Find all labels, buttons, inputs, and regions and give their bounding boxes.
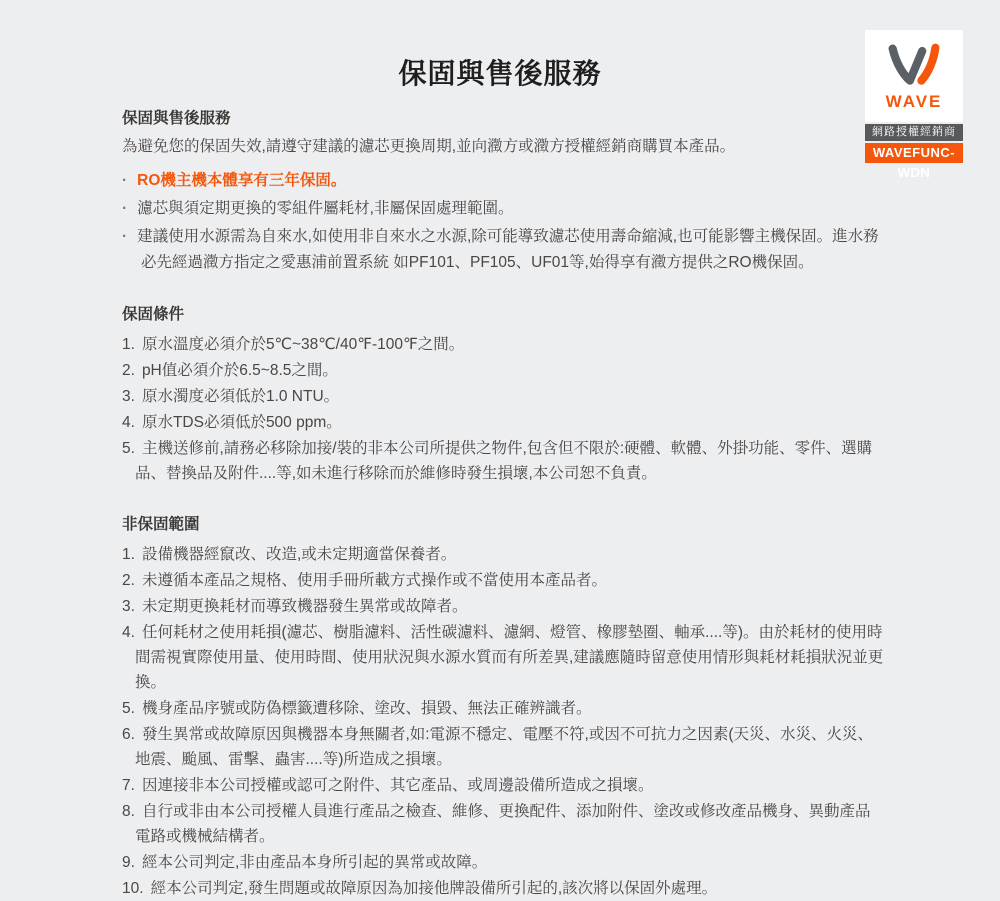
numbered-item (122, 332, 884, 357)
brand-logo-block (865, 30, 963, 180)
item-number: 1. (122, 336, 135, 353)
numbered-item (122, 722, 884, 772)
item-text: 機身產品序號或防偽標籤遭移除、塗改、損毀、無法正確辨識者。 (141, 700, 592, 717)
bullet-dot-icon: · (122, 172, 128, 189)
item-text: 因連接非本公司授權或認可之附件、其它產品、或周邊設備所造成之損壞。 (141, 777, 654, 794)
item-text: 經本公司判定,發生問題或故障原因為加接他牌設備所引起的,該次將以保固外處理。 (150, 880, 718, 897)
item-text: 主機送修前,請務必移除加接/裝的非本公司所提供之物件,包含但不限於:硬體、軟體、外掛功能、零件、選購品、替換品及附件....等,如未進行移除而於維修時發生損壞,本公司恕不負責。 (135, 440, 873, 482)
item-text: RO機主機本體享有三年保固。 (137, 172, 347, 189)
page-title: 保固與售後服務 (398, 58, 602, 89)
item-number: 4. (122, 624, 135, 641)
item-text: 自行或非由本公司授權人員進行產品之檢查、維修、更換配件、添加附件、塗改或修改產品機身、異動產品電路或機械結構者。 (135, 803, 871, 845)
warranty-conditions-section (122, 304, 884, 486)
item-number: 5. (122, 700, 135, 717)
item-text: 原水TDS必須低於500 ppm。 (141, 414, 342, 431)
intro-heading: 保固與售後服務 (122, 110, 231, 127)
non-warranty-list (122, 542, 884, 901)
item-number: 5. (122, 440, 135, 457)
numbered-item (122, 568, 884, 593)
numbered-item (122, 594, 884, 619)
item-number: 6. (122, 726, 135, 743)
item-text: 未定期更換耗材而導致機器發生異常或故障者。 (141, 598, 468, 615)
numbered-item (122, 358, 884, 383)
bullet-dot-icon: · (122, 228, 128, 245)
item-text: 原水溫度必須介於5℃~38℃/40℉-100℉之間。 (141, 336, 465, 353)
numbered-item (122, 696, 884, 721)
item-number: 8. (122, 803, 135, 820)
item-number: 10. (122, 880, 144, 897)
item-text: 經本公司判定,非由產品本身所引起的異常或故障。 (141, 854, 488, 871)
bullet-item (122, 168, 884, 194)
wave-logo-card (865, 30, 963, 122)
item-text: 濾芯與須定期更換的零組件屬耗材,非屬保固處理範圍。 (137, 200, 514, 217)
item-text: 設備機器經竄改、改造,或未定期適當保養者。 (141, 546, 457, 563)
item-number: 3. (122, 388, 135, 405)
item-number: 4. (122, 414, 135, 431)
bullet-item (122, 224, 884, 276)
non-warranty-section (122, 514, 884, 901)
numbered-item (122, 850, 884, 875)
item-text: pH值必須介於6.5~8.5之間。 (141, 362, 338, 379)
bullet-item (122, 196, 884, 222)
conditions-heading: 保固條件 (122, 306, 185, 323)
wave-wordmark: WAVE (885, 92, 943, 111)
numbered-item (122, 773, 884, 798)
item-text: 建議使用水源需為自來水,如使用非自來水之水源,除可能導致濾芯使用壽命縮減,也可能影響主機保固。進水務必先經過瀓方指定之愛惠浦前置系統 如PF101、PF105、UF01等,始得享有瀓方提供之RO機保固。 (137, 228, 879, 271)
numbered-item (122, 542, 884, 567)
numbered-item (122, 436, 884, 486)
item-text: 任何耗材之使用耗損(濾芯、樹脂濾料、活性碳濾料、濾網、燈管、橡膠墊圈、軸承....等)。由於耗材的使用時間需視實際使用量、使用時間、使用狀況與水源水質而有所差異,建議應隨時留意使用情形與耗材耗損狀況並更換。 (135, 624, 884, 691)
item-text: 未遵循本產品之規格、使用手冊所載方式操作或不當使用本產品者。 (141, 572, 607, 589)
document-body (122, 108, 884, 901)
item-number: 2. (122, 362, 135, 379)
item-text: 原水濁度必須低於1.0 NTU。 (141, 388, 340, 405)
numbered-item (122, 799, 884, 849)
numbered-item (122, 410, 884, 435)
numbered-item (122, 384, 884, 409)
item-number: 1. (122, 546, 135, 563)
item-number: 2. (122, 572, 135, 589)
numbered-item (122, 620, 884, 695)
conditions-list (122, 332, 884, 486)
dealer-code-badge: WAVEFUNC-WDN (865, 143, 963, 163)
dealer-badge: 網路授權經銷商 (865, 124, 963, 141)
non-warranty-heading: 非保固範圍 (122, 516, 200, 533)
intro-bullet-list (122, 168, 884, 276)
item-number: 7. (122, 777, 135, 794)
intro-paragraph: 為避免您的保固失效,請遵守建議的濾芯更換周期,並向瀓方或瀓方授權經銷商購買本產品。 (122, 138, 736, 155)
item-number: 9. (122, 854, 135, 871)
item-text: 發生異常或故障原因與機器本身無關者,如:電源不穩定、電壓不符,或因不可抗力之因素(天災、水災、火災、地震、颱風、雷擊、蟲害....等)所造成之損壞。 (135, 726, 874, 768)
wave-w-mark-icon (883, 42, 945, 88)
item-number: 3. (122, 598, 135, 615)
bullet-dot-icon: · (122, 200, 128, 217)
